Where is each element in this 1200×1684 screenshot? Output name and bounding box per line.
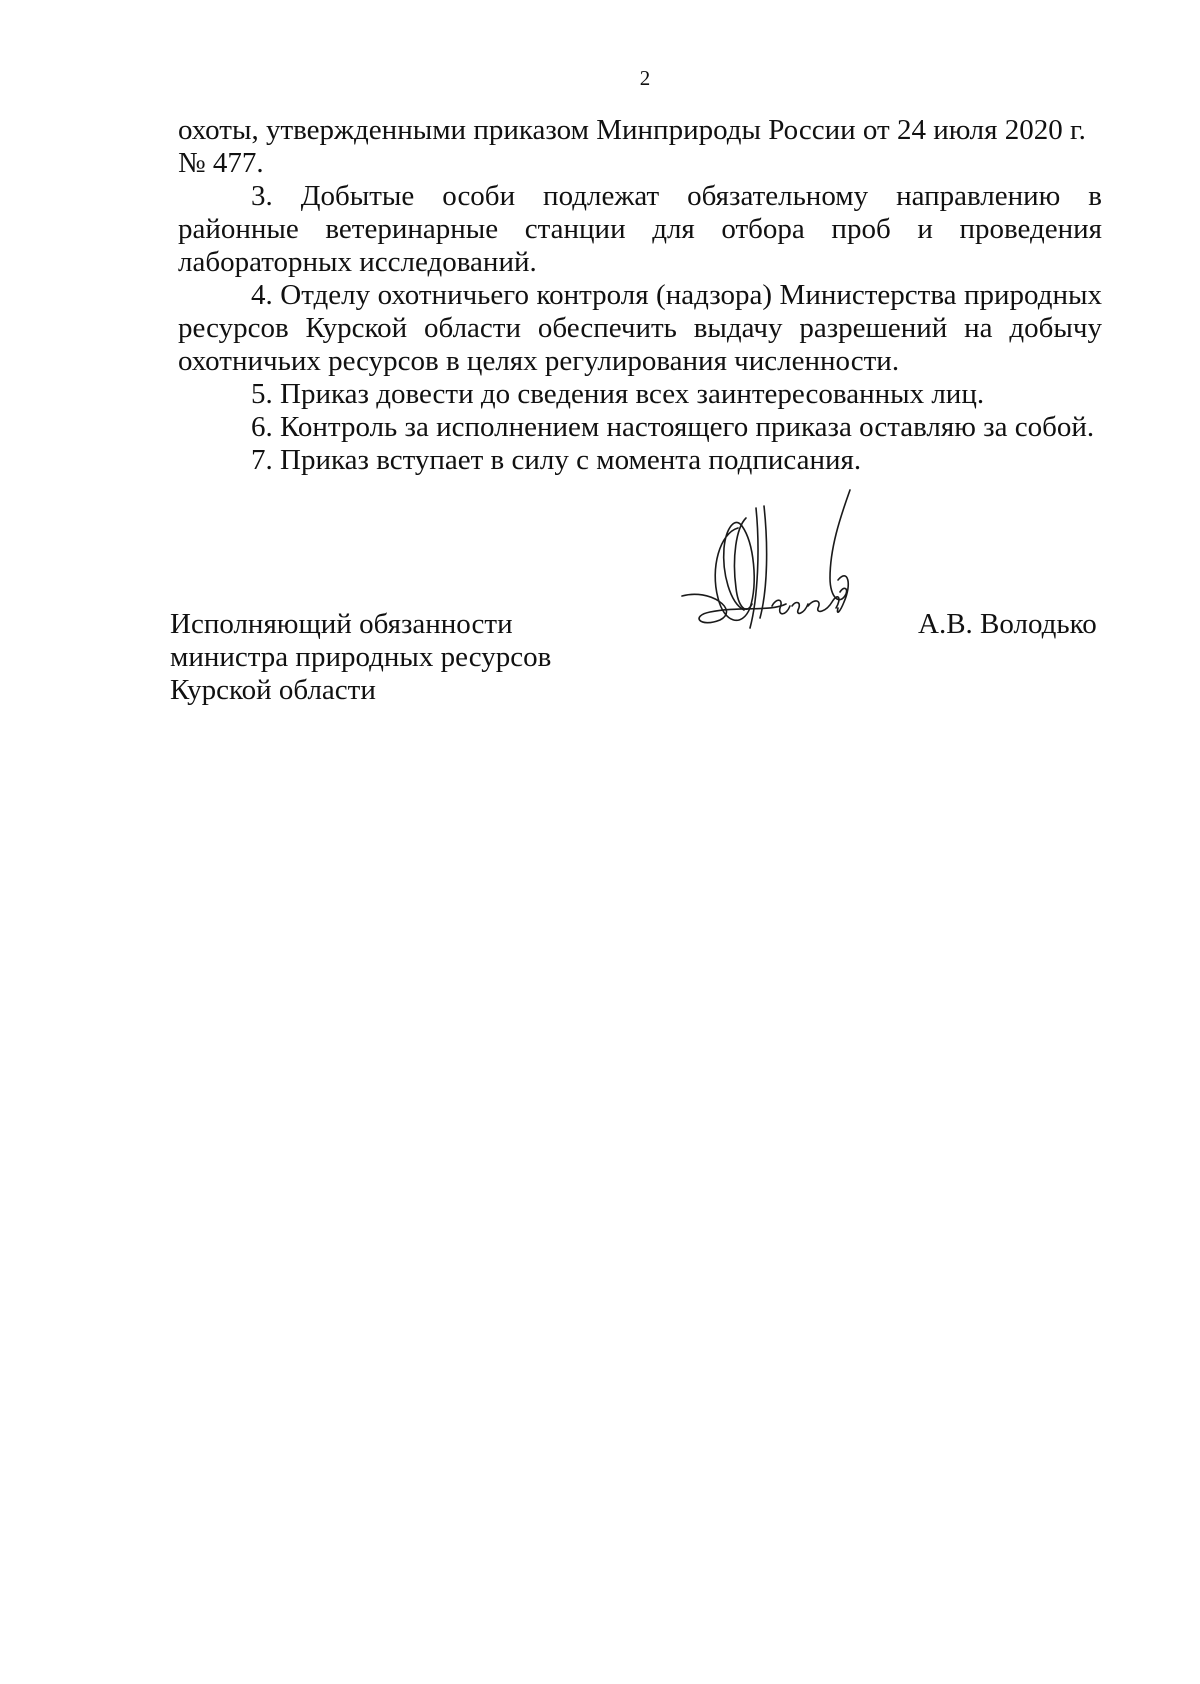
page-number: 2: [639, 66, 651, 90]
signatory-name: А.В. Володько: [918, 608, 1097, 640]
paragraph-item-5: 5. Приказ довести до сведения всех заинтересованных лиц.: [251, 378, 985, 410]
handwritten-signature: [680, 488, 920, 658]
signatory-position: [170, 608, 551, 707]
paragraph-continuation-line2: № 477.: [178, 147, 264, 179]
paragraph-continuation-line1: охоты, утвержденными приказом Минприроды России от 24 июля 2020 г.: [178, 114, 1086, 146]
paragraph-item-3: 3. Добытые особи подлежат обязательному направлению в районные ветеринарные станции для отбора проб и проведения лабораторных исследований.: [178, 180, 1102, 278]
paragraph-item-6: 6. Контроль за исполнением настоящего приказа оставляю за собой.: [251, 411, 1095, 443]
signatory-position-line1: Исполняющий обязанности: [170, 608, 513, 640]
paragraph-item-4: 4. Отделу охотничьего контроля (надзора) Министерства природных ресурсов Курской области обеспечить выдачу разрешений на добычу охотничьих ресурсов в целях регулирования численности.: [178, 279, 1102, 377]
signatory-position-line2: министра природных ресурсов: [170, 641, 552, 673]
paragraph-item-7: 7. Приказ вступает в силу с момента подписания.: [251, 444, 862, 476]
signatory-position-line3: Курской области: [170, 674, 376, 706]
document-body: [178, 114, 1102, 477]
